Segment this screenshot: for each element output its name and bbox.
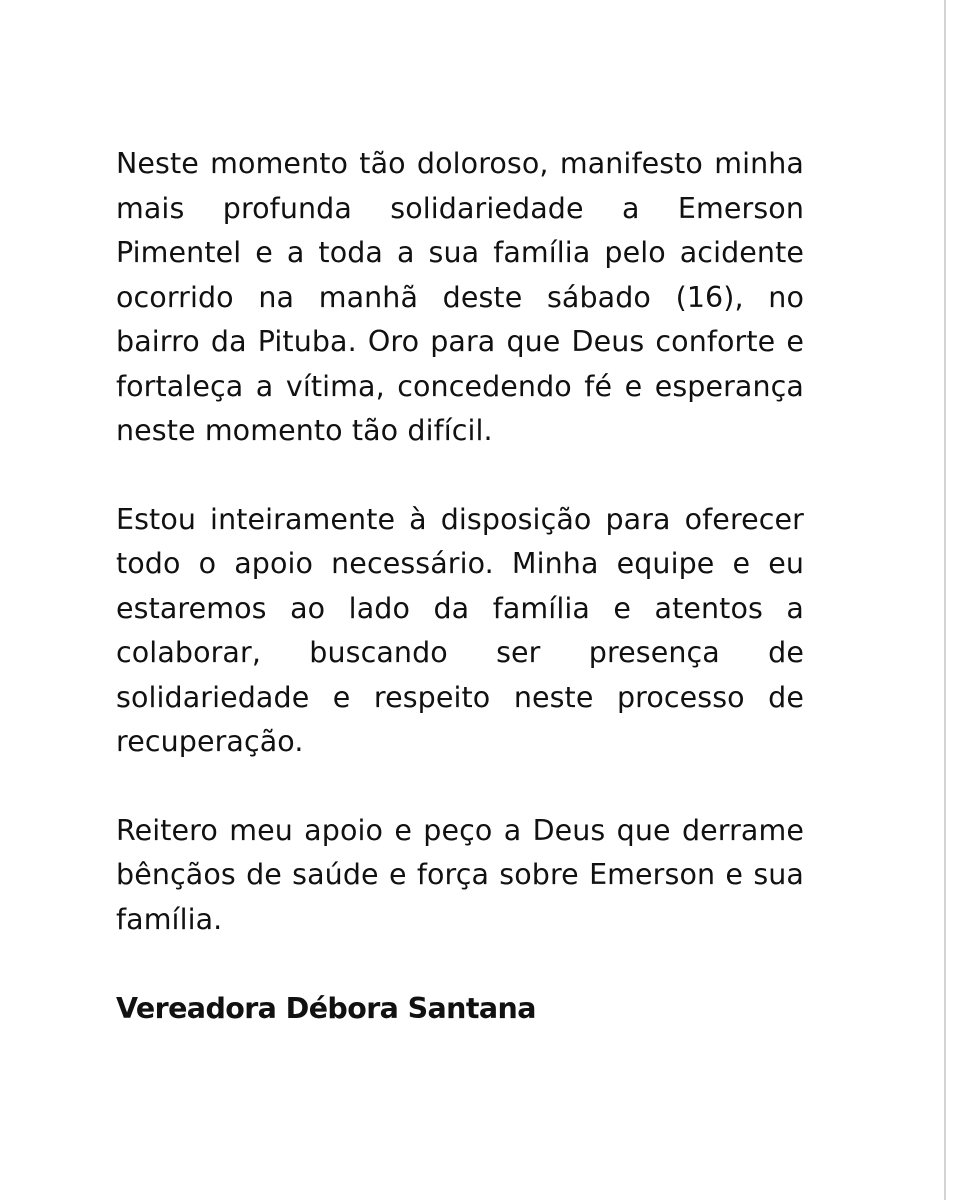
statement-body xyxy=(116,142,804,1031)
statement-paragraph-1: Neste momento tão doloroso, manifesto minha mais profunda solidariedade a Emerson Pimentel e a toda a sua família pelo acidente ocorrido na manhã deste sábado (16), no bairro da Pituba. Oro para que Deus conforte e fortaleça a vítima, concedendo fé e esperança neste momento tão difícil. xyxy=(116,147,804,447)
statement-paragraph-3: Reitero meu apoio e peço a Deus que derrame bênçãos de saúde e força sobre Emerson e sua família. xyxy=(116,813,804,936)
page-edge-divider xyxy=(944,0,946,1200)
statement-paragraph-2: Estou inteiramente à disposição para oferecer todo o apoio necessário. Minha equipe e eu estaremos ao lado da família e atentos a colaborar, buscando ser presença de solidariedade e respeito neste processo de recuperação. xyxy=(116,502,804,758)
signature: Vereadora Débora Santana xyxy=(116,992,536,1025)
